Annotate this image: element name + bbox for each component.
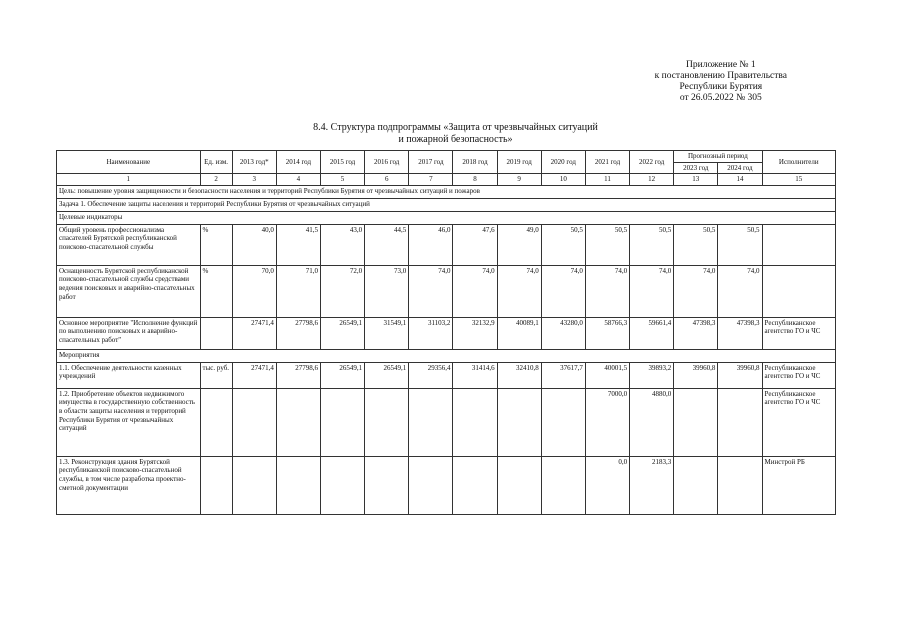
- value-cell: 27471,4: [232, 317, 276, 349]
- column-number: 1: [57, 174, 201, 186]
- column-number: 3: [232, 174, 276, 186]
- value-cell: 74,0: [453, 265, 497, 317]
- value-cell: 40001,5: [585, 362, 629, 388]
- value-cell: 47398,3: [674, 317, 718, 349]
- value-cell: 29356,4: [409, 362, 453, 388]
- value-cell: [718, 388, 762, 456]
- value-cell: 74,0: [585, 265, 629, 317]
- header-2021: 2021 год: [585, 151, 629, 174]
- value-cell: [541, 388, 585, 456]
- appendix-line-3: Республики Бурятия: [679, 82, 763, 92]
- row-unit-cell: %: [200, 224, 232, 265]
- row-name-cell: 1.1. Обеспечение деятельности казенных учреждений: [57, 362, 201, 388]
- row-unit-cell: тыс. руб.: [200, 362, 232, 388]
- row-name-cell: Основное мероприятие "Исполнение функций по выполнению поисковых и аварийно-спасательных работ": [57, 317, 201, 349]
- row-name-cell: Оснащенность Бурятской республиканской поисково-спасательной службы средствами ведения поисковых и аварийно-спасательных работ: [57, 265, 201, 317]
- row-name-cell: 1.3. Реконструкция здания Бурятской республиканской поисково-спасательной службы, в том числе разработка проектно-сметной документации: [57, 456, 201, 514]
- events-label: Мероприятия: [57, 349, 836, 362]
- value-cell: 43280,0: [541, 317, 585, 349]
- value-cell: 26549,1: [320, 317, 364, 349]
- header-2017: 2017 год: [409, 151, 453, 174]
- value-cell: 26549,1: [365, 362, 409, 388]
- value-cell: [541, 456, 585, 514]
- row-name-cell: Общий уровень профессионализма спасателей Бурятской республиканской поисково-спасательной службы: [57, 224, 201, 265]
- value-cell: 40,0: [232, 224, 276, 265]
- value-cell: [365, 388, 409, 456]
- task-row: Задача 1. Обеспечение защиты населения и территорий Республики Бурятия от чрезвычайных ситуаций: [57, 198, 836, 211]
- value-cell: [276, 456, 320, 514]
- column-number: 10: [541, 174, 585, 186]
- column-number: 15: [762, 174, 835, 186]
- header-2014: 2014 год: [276, 151, 320, 174]
- header-2024: 2024 год: [718, 162, 762, 174]
- appendix-line-1: Приложение № 1: [686, 60, 756, 70]
- executor-cell: [762, 265, 835, 317]
- header-2022: 2022 год: [630, 151, 674, 174]
- value-cell: [453, 456, 497, 514]
- header-unit: Ед. изм.: [200, 151, 232, 174]
- value-cell: 49,0: [497, 224, 541, 265]
- value-cell: 47,6: [453, 224, 497, 265]
- header-2023: 2023 год: [674, 162, 718, 174]
- value-cell: 2183,3: [630, 456, 674, 514]
- value-cell: [232, 456, 276, 514]
- value-cell: 37617,7: [541, 362, 585, 388]
- value-cell: [320, 388, 364, 456]
- header-2016: 2016 год: [365, 151, 409, 174]
- value-cell: 74,0: [674, 265, 718, 317]
- value-cell: 74,0: [630, 265, 674, 317]
- value-cell: 46,0: [409, 224, 453, 265]
- header-name: Наименование: [57, 151, 201, 174]
- value-cell: 41,5: [276, 224, 320, 265]
- value-cell: 50,5: [585, 224, 629, 265]
- header-2020: 2020 год: [541, 151, 585, 174]
- table-row: [57, 362, 836, 388]
- value-cell: 27798,6: [276, 362, 320, 388]
- value-cell: 72,0: [320, 265, 364, 317]
- column-number: 12: [630, 174, 674, 186]
- executor-cell: Республиканское агентство ГО и ЧС: [762, 317, 835, 349]
- value-cell: [409, 456, 453, 514]
- header-2019: 2019 год: [497, 151, 541, 174]
- value-cell: 31103,2: [409, 317, 453, 349]
- column-number: 9: [497, 174, 541, 186]
- value-cell: 26549,1: [320, 362, 364, 388]
- value-cell: 74,0: [497, 265, 541, 317]
- value-cell: 73,0: [365, 265, 409, 317]
- table-row: [57, 388, 836, 456]
- value-cell: 50,5: [674, 224, 718, 265]
- value-cell: [232, 388, 276, 456]
- value-cell: 59661,4: [630, 317, 674, 349]
- value-cell: 70,0: [232, 265, 276, 317]
- value-cell: 7000,0: [585, 388, 629, 456]
- value-cell: 50,5: [718, 224, 762, 265]
- value-cell: [453, 388, 497, 456]
- row-unit-cell: %: [200, 265, 232, 317]
- value-cell: 50,5: [541, 224, 585, 265]
- value-cell: 39960,8: [674, 362, 718, 388]
- value-cell: [718, 456, 762, 514]
- value-cell: 32410,8: [497, 362, 541, 388]
- executor-cell: Минстрой РБ: [762, 456, 835, 514]
- executor-cell: [762, 224, 835, 265]
- table-row: [57, 317, 836, 349]
- column-number: 8: [453, 174, 497, 186]
- table-row: [57, 456, 836, 514]
- value-cell: [674, 456, 718, 514]
- value-cell: 74,0: [541, 265, 585, 317]
- table-row: [57, 224, 836, 265]
- value-cell: 58766,3: [585, 317, 629, 349]
- value-cell: 74,0: [409, 265, 453, 317]
- value-cell: 43,0: [320, 224, 364, 265]
- column-number: 13: [674, 174, 718, 186]
- value-cell: [276, 388, 320, 456]
- value-cell: [497, 456, 541, 514]
- executor-cell: Республиканское агентство ГО и ЧС: [762, 362, 835, 388]
- header-2015: 2015 год: [320, 151, 364, 174]
- value-cell: 74,0: [718, 265, 762, 317]
- value-cell: [320, 456, 364, 514]
- value-cell: 31549,1: [365, 317, 409, 349]
- executor-cell: Республиканское агентство ГО и ЧС: [762, 388, 835, 456]
- header-forecast: Прогнозный период: [674, 151, 762, 163]
- column-number: 2: [200, 174, 232, 186]
- column-number: 5: [320, 174, 364, 186]
- row-unit-cell: [200, 456, 232, 514]
- document-title: [0, 122, 905, 145]
- column-number: 6: [365, 174, 409, 186]
- value-cell: 39893,2: [630, 362, 674, 388]
- row-unit-cell: [200, 388, 232, 456]
- value-cell: 40089,1: [497, 317, 541, 349]
- title-line-1: 8.4. Структура подпрограммы «Защита от чрезвычайных ситуаций: [313, 122, 598, 133]
- header-2013: 2013 год*: [232, 151, 276, 174]
- column-number: 11: [585, 174, 629, 186]
- appendix-line-4: от 26.05.2022 № 305: [679, 93, 762, 103]
- header-2018: 2018 год: [453, 151, 497, 174]
- value-cell: 27798,6: [276, 317, 320, 349]
- appendix-header: [655, 60, 787, 104]
- header-executors: Исполнители: [762, 151, 835, 174]
- appendix-line-2: к постановлению Правительства: [654, 71, 787, 81]
- column-number: 4: [276, 174, 320, 186]
- title-line-2: и пожарной безопасность»: [398, 133, 513, 145]
- value-cell: 31414,6: [453, 362, 497, 388]
- value-cell: [365, 456, 409, 514]
- value-cell: 44,5: [365, 224, 409, 265]
- value-cell: 32132,9: [453, 317, 497, 349]
- value-cell: [674, 388, 718, 456]
- column-number-row: [57, 174, 836, 186]
- program-structure-table: [56, 150, 836, 515]
- indicators-label: Целевые индикаторы: [57, 211, 836, 224]
- value-cell: 50,5: [630, 224, 674, 265]
- value-cell: 71,0: [276, 265, 320, 317]
- value-cell: 39960,8: [718, 362, 762, 388]
- row-unit-cell: [200, 317, 232, 349]
- value-cell: [497, 388, 541, 456]
- value-cell: 47398,3: [718, 317, 762, 349]
- column-number: 7: [409, 174, 453, 186]
- value-cell: 27471,4: [232, 362, 276, 388]
- column-number: 14: [718, 174, 762, 186]
- value-cell: 4880,0: [630, 388, 674, 456]
- value-cell: 0,0: [585, 456, 629, 514]
- value-cell: [409, 388, 453, 456]
- table-row: [57, 265, 836, 317]
- row-name-cell: 1.2. Приобретение объектов недвижимого имущества в государственную собственность в области защиты населения и территорий Республики Бурятия от чрезвычайных ситуаций: [57, 388, 201, 456]
- goal-row: Цель: повышение уровня защищенности и безопасности населения и территорий Республики Бурятия от чрезвычайных ситуаций и пожаров: [57, 185, 836, 198]
